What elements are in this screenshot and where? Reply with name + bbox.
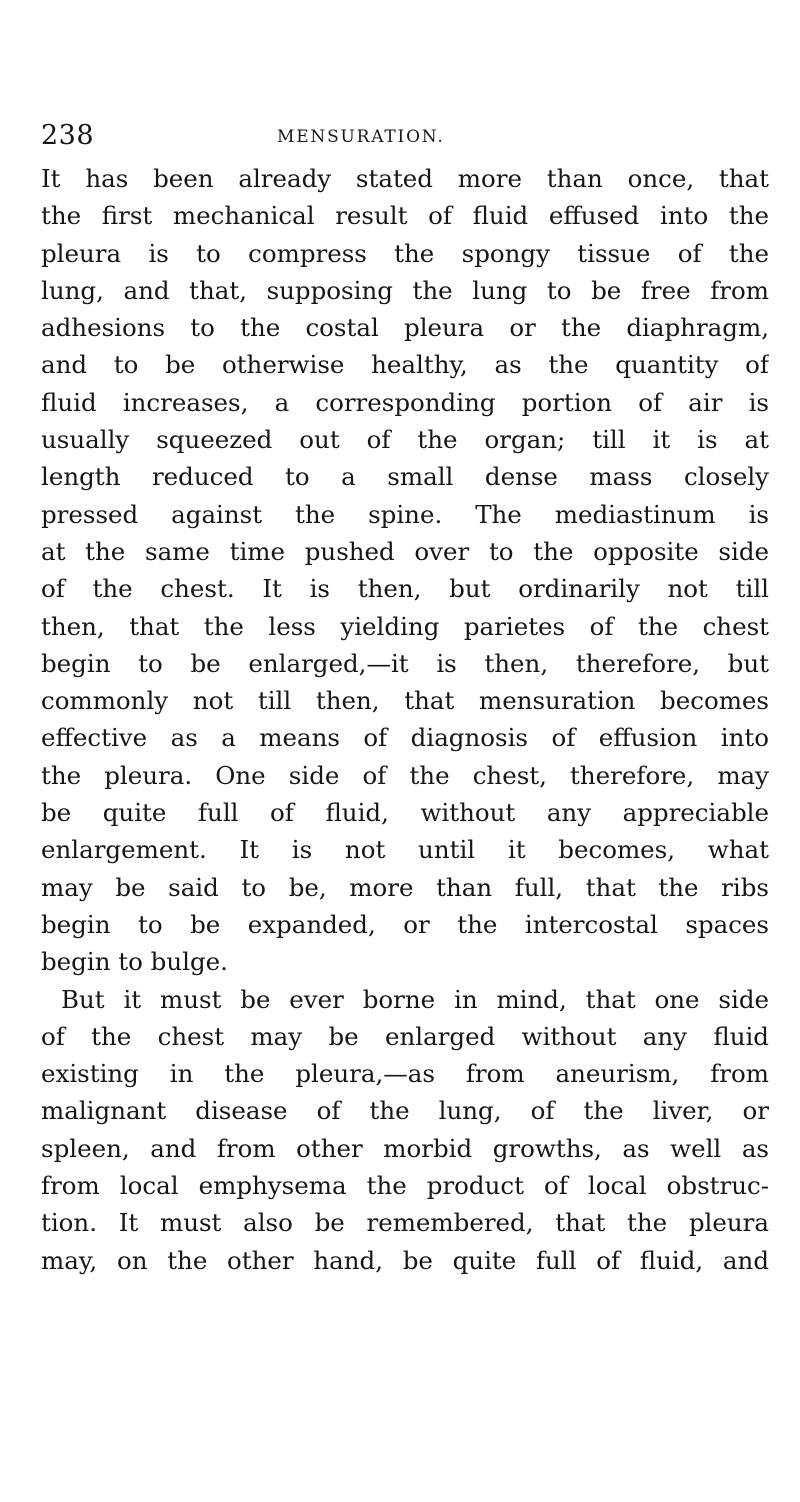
text-line: at the same time pushed over to the opposite side: [41, 536, 769, 566]
text-line: begin to be expanded, or the intercostal spaces: [41, 909, 769, 939]
text-line: enlargement. It is not until it becomes, what: [41, 835, 769, 865]
text-line: and to be otherwise healthy, as the quantity of: [41, 350, 769, 380]
running-title: MENSURATION.: [277, 127, 445, 147]
text-line: It has been already stated more than once, that: [41, 164, 769, 193]
page-number: 238: [41, 120, 95, 151]
text-line: pressed against the spine. The mediastinum is: [41, 499, 769, 529]
text-line: the pleura. One side of the chest, therefore, may: [41, 760, 769, 790]
text-line: fluid increases, a corresponding portion of air is: [41, 387, 769, 417]
text-line: tion. It must also be remembered, that the pleura: [41, 1208, 769, 1238]
text-line: from local emphysema the product of local obstruc-: [41, 1171, 769, 1201]
text-line: of the chest may be enlarged without any fluid: [41, 1021, 769, 1051]
text-line: lung, and that, supposing the lung to be free from: [41, 275, 769, 305]
text-line-paragraph-end: begin to bulge.: [41, 947, 228, 977]
text-line: begin to be enlarged,—it is then, therefore, but: [41, 648, 769, 678]
text-line: may, on the other hand, be quite full of fluid, and: [41, 1245, 769, 1275]
text-line: adhesions to the costal pleura or the diaphragm,: [41, 313, 769, 343]
text-line: effective as a means of diagnosis of effusion into: [41, 723, 769, 753]
body-text: [41, 160, 769, 1279]
text-line: usually squeezed out of the organ; till it is at: [41, 425, 769, 455]
text-line-paragraph-start: But it must be ever borne in mind, that one side: [61, 984, 769, 1014]
text-line: be quite full of fluid, without any appreciable: [41, 798, 769, 828]
text-line: malignant disease of the lung, of the liver, or: [41, 1096, 769, 1126]
text-line: length reduced to a small dense mass closely: [41, 462, 769, 492]
text-line: commonly not till then, that mensuration becomes: [41, 686, 769, 716]
running-header: [41, 118, 641, 154]
text-line: spleen, and from other morbid growths, as well as: [41, 1133, 769, 1163]
text-line: the first mechanical result of fluid effused into the: [41, 201, 769, 231]
text-line: of the chest. It is then, but ordinarily not till: [41, 574, 769, 604]
text-line: then, that the less yielding parietes of the chest: [41, 611, 769, 641]
text-line: may be said to be, more than full, that the ribs: [41, 872, 769, 902]
text-line: existing in the pleura,—as from aneurism, from: [41, 1059, 769, 1089]
text-line: pleura is to compress the spongy tissue of the: [41, 238, 769, 268]
